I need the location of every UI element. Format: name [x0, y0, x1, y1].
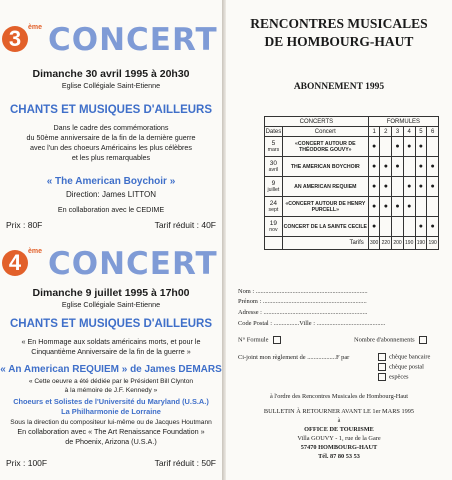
formule-cell — [415, 217, 427, 237]
concert3-header — [2, 22, 222, 58]
office-address: Villa GOUVY - 1, rue de la Gare — [297, 435, 381, 442]
formule-cell — [403, 177, 415, 197]
a-text: à — [337, 417, 341, 424]
row-date — [265, 157, 283, 177]
formule-checkbox[interactable] — [273, 336, 281, 344]
table-row — [265, 217, 439, 237]
concert4-title: CONCERT — [48, 246, 218, 282]
formule-cell — [403, 217, 415, 237]
formule-cell — [392, 137, 404, 157]
included-dot-icon: ● — [383, 163, 388, 170]
concert3-prices — [6, 220, 216, 230]
cheque-bancaire-label: chèque bancaire — [389, 353, 431, 361]
formule-cell — [403, 197, 415, 217]
formule-cell — [427, 157, 439, 177]
included-dot-icon: ● — [372, 183, 377, 190]
included-dot-icon: ● — [418, 183, 423, 190]
formule-cell — [380, 157, 392, 177]
col-concert: Concert — [282, 127, 368, 137]
left-page — [0, 0, 222, 480]
formule-cell — [415, 137, 427, 157]
especes-checkbox[interactable] — [378, 373, 386, 381]
included-dot-icon: ● — [395, 163, 400, 170]
concert4-header — [2, 246, 222, 282]
cheque-bancaire-checkbox[interactable] — [378, 353, 386, 361]
concert3-desc3: avec l'un des choeurs Américains les plus célèbres — [30, 143, 192, 152]
concert4-choir2: La Philharmonie de Lorraine — [61, 407, 161, 416]
field-adresse[interactable]: Adresse : ................................................................. — [238, 309, 368, 316]
formule-cell — [392, 197, 404, 217]
field-formule[interactable] — [238, 336, 284, 344]
included-dot-icon: ● — [407, 203, 412, 210]
formule-cell — [380, 217, 392, 237]
concert3-prix: Prix : 80F — [6, 220, 43, 230]
row-day: 24 — [269, 200, 278, 207]
formule-cell — [427, 197, 439, 217]
included-dot-icon: ● — [383, 203, 388, 210]
concert3-desc1: Dans le cadre des commémorations — [53, 123, 169, 132]
concert3-number: 3 — [2, 26, 28, 52]
row-day: 19 — [269, 220, 278, 227]
formule-num: 5 — [415, 127, 427, 137]
field-code-postal-ville[interactable]: Code Postal : ................Ville : ........................................... — [238, 320, 386, 327]
office-city: 57470 HOMBOURG-HAUT — [300, 444, 378, 451]
tarif-value: 190 — [403, 237, 415, 250]
concert3-direction: Direction: James LITTON — [65, 190, 157, 199]
included-dot-icon: ● — [372, 203, 377, 210]
concert4-desc2: Cinquantième Anniversaire de la fin de la guerre » — [31, 347, 191, 356]
row-date — [265, 217, 283, 237]
formule-cell — [368, 177, 380, 197]
concert3-theme: CHANTS ET MUSIQUES D'AILLEURS — [9, 104, 213, 116]
formule-cell — [403, 157, 415, 177]
formule-cell — [392, 177, 404, 197]
tarifs-label: Tarifs — [282, 237, 368, 250]
cheque-postal-label: chèque postal — [389, 363, 424, 371]
formule-num: 4 — [403, 127, 415, 137]
row-date — [265, 137, 283, 157]
tarifs-spacer — [265, 237, 283, 250]
formule-num: 3 — [392, 127, 404, 137]
row-month: nov — [269, 227, 278, 233]
included-dot-icon: ● — [407, 183, 412, 190]
row-day: 30 — [269, 160, 278, 167]
included-dot-icon: ● — [418, 163, 423, 170]
formule-cell — [415, 157, 427, 177]
tarif-value: 300 — [368, 237, 380, 250]
included-dot-icon: ● — [407, 143, 412, 150]
included-dot-icon: ● — [395, 203, 400, 210]
right-page — [226, 0, 452, 480]
row-date — [265, 197, 283, 217]
concert4-number: 4 — [2, 250, 28, 276]
concert4-desc1: « En Hommage aux soldats américains morts, et pour le — [21, 337, 201, 346]
concert4-dedic1: « Cette oeuvre a été dédiée par le Président Bill Clynton — [28, 378, 194, 385]
formule-cell — [427, 137, 439, 157]
tarif-value: 220 — [380, 237, 392, 250]
cheque-postal-checkbox[interactable] — [378, 363, 386, 371]
row-concert: «CONCERT AUTOUR DE HENRY PURCELL» — [282, 197, 368, 217]
office-tel: Tél. 87 80 53 53 — [318, 453, 360, 460]
especes-label: espèces — [389, 373, 409, 381]
abonnement-title: ABONNEMENT 1995 — [293, 82, 385, 92]
concert4-date: Dimanche 9 juillet 1995 à 17h00 — [32, 287, 190, 299]
concert3-date: Dimanche 30 avril 1995 à 20h30 — [32, 68, 190, 80]
row-day: 5 — [271, 140, 276, 147]
formule-cell — [380, 137, 392, 157]
concert4-direction: Sous la direction du compositeur lui-même ou de Jacques Houtmann — [10, 419, 212, 426]
formule-num: 1 — [368, 127, 380, 137]
row-month: mars — [267, 147, 280, 153]
bulletin-text: BULLETIN À RETOURNER AVANT LE 1er MARS 1995 — [263, 408, 415, 415]
formule-cell — [427, 217, 439, 237]
table-row — [265, 177, 439, 197]
tarif-value: 200 — [392, 237, 404, 250]
formules-table — [264, 116, 439, 250]
included-dot-icon: ● — [383, 183, 388, 190]
included-dot-icon: ● — [418, 143, 423, 150]
concert3-desc2: du 50ème anniversaire de la fin de la dernière guerre — [26, 133, 196, 142]
row-concert: «CONCERT AUTOUR DE THÉODORE GOUVY» — [282, 137, 368, 157]
right-title-line2: DE HOMBOURG-HAUT — [264, 34, 414, 49]
option-cheque-postal[interactable] — [378, 363, 424, 371]
table-head-formules: FORMULES — [368, 117, 438, 127]
included-dot-icon: ● — [430, 183, 435, 190]
formule-cell — [392, 217, 404, 237]
concert3-venue: Eglise Collégiale Saint-Etienne — [61, 81, 161, 90]
row-concert: AN AMERICAN REQUIEM — [282, 177, 368, 197]
option-especes[interactable] — [378, 373, 409, 381]
concert3-title: CONCERT — [48, 22, 218, 58]
concert4-sup: ème — [28, 248, 43, 255]
concert3-sup: ème — [28, 24, 43, 31]
row-concert: CONCERT DE LA SAINTE CECILE — [282, 217, 368, 237]
concert3-desc4: et les plus remarquables — [71, 153, 151, 162]
formule-cell — [403, 137, 415, 157]
concert3-work: « The American Boychoir » — [46, 176, 176, 187]
formule-cell — [392, 157, 404, 177]
included-dot-icon: ● — [372, 163, 377, 170]
nombre-checkbox[interactable] — [419, 336, 427, 344]
formule-num: 2 — [380, 127, 392, 137]
row-month: avril — [268, 167, 279, 173]
formule-cell — [368, 197, 380, 217]
reglement-text: Ci-joint mon règlement de ..................F par — [238, 354, 350, 361]
concert3-tarif: Tarif réduit : 40F — [154, 220, 216, 230]
concert4-work: « An American REQUIEM » de James DEMARS — [0, 364, 222, 375]
formule-cell — [380, 197, 392, 217]
formule-cell — [380, 177, 392, 197]
row-concert: THE AMERICAN BOYCHOIR — [282, 157, 368, 177]
row-month: juillet — [267, 187, 280, 193]
row-date — [265, 177, 283, 197]
formule-cell — [368, 157, 380, 177]
included-dot-icon: ● — [430, 163, 435, 170]
formule-cell — [368, 217, 380, 237]
included-dot-icon: ● — [395, 143, 400, 150]
row-day: 9 — [271, 180, 276, 187]
formule-cell — [415, 177, 427, 197]
concert4-prix: Prix : 100F — [6, 458, 48, 468]
nombre-label: Nombre d'abonnements — [354, 336, 415, 344]
concert4-choir1: Choeurs et Solistes de l'Université du Maryland (U.S.A.) — [13, 397, 209, 406]
formule-cell — [415, 197, 427, 217]
concert4-tarif: Tarif réduit : 50F — [154, 458, 216, 468]
field-nom[interactable]: Nom : ...................................................................... — [238, 288, 368, 295]
field-nombre[interactable] — [354, 336, 430, 344]
concert4-prices — [6, 458, 216, 468]
concert4-theme: CHANTS ET MUSIQUES D'AILLEURS — [9, 318, 213, 330]
included-dot-icon: ● — [372, 143, 377, 150]
table-row — [265, 137, 439, 157]
concert4-dedic2: à la mémoire de J.F. Kennedy » — [64, 387, 158, 394]
included-dot-icon: ● — [372, 223, 377, 230]
field-prenom[interactable]: Prénom : ................................................................. — [238, 298, 367, 305]
included-dot-icon: ● — [430, 223, 435, 230]
formule-cell — [427, 177, 439, 197]
tarif-value: 190 — [427, 237, 439, 250]
option-cheque-bancaire[interactable] — [378, 353, 430, 361]
table-body — [265, 137, 439, 250]
table-row — [265, 197, 439, 217]
formule-num: 6 — [427, 127, 439, 137]
tarifs-row — [265, 237, 439, 250]
table-head-concerts: CONCERTS — [265, 117, 369, 127]
table-row — [265, 157, 439, 177]
formule-cell — [368, 137, 380, 157]
right-title-line1: RENCONTRES MUSICALES — [250, 16, 428, 31]
concert4-collab2: de Phoenix, Arizona (U.S.A.) — [65, 437, 157, 446]
row-month: sept — [268, 207, 279, 213]
ordre-text: à l'ordre des Rencontres Musicales de Hombourg-Haut — [269, 393, 409, 400]
office-name: OFFICE DE TOURISME — [304, 426, 374, 433]
concert3-collab: En collaboration avec le CEDIME — [57, 205, 165, 214]
concert4-collab1: En collaboration avec « The Art Renaissance Foundation » — [17, 427, 205, 436]
formule-label: N° Formule — [238, 336, 269, 344]
col-dates: Dates — [265, 128, 282, 135]
tarif-value: 190 — [415, 237, 427, 250]
concert4-venue: Eglise Collégiale Saint-Etienne — [61, 300, 161, 309]
included-dot-icon: ● — [418, 223, 423, 230]
